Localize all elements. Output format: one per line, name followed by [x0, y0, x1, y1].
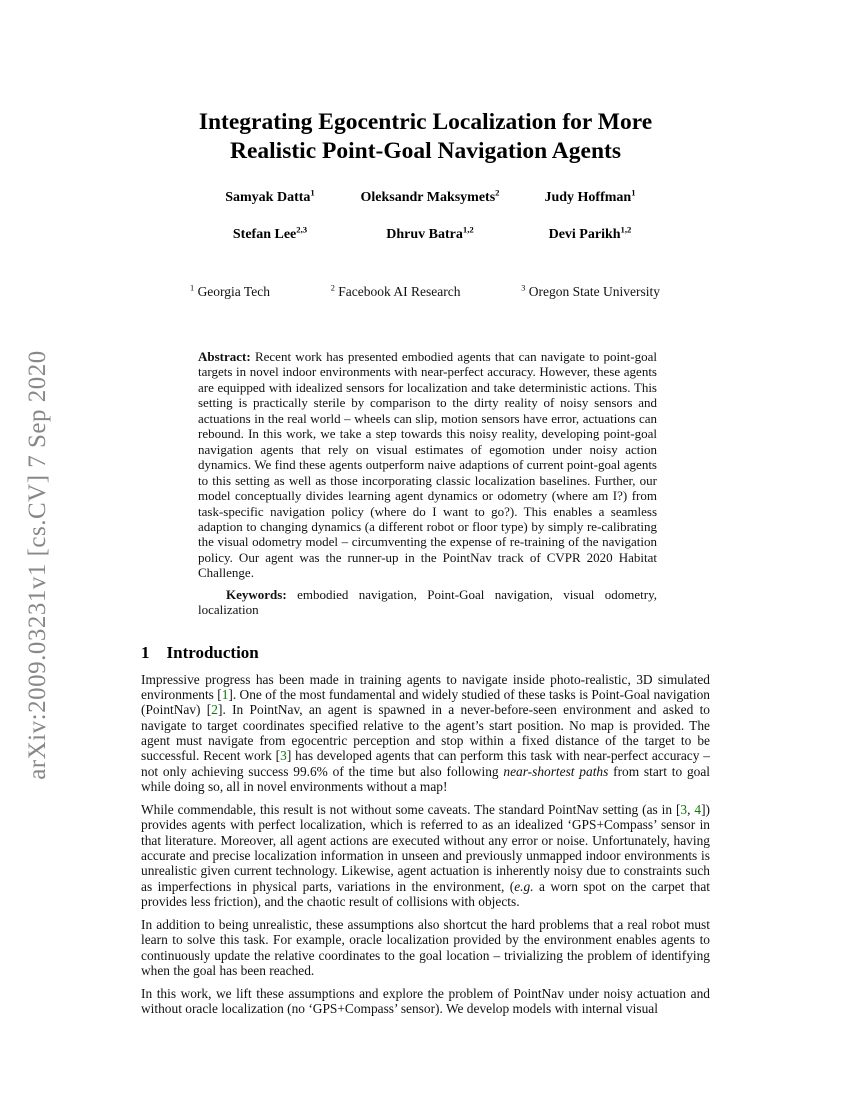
text-run: ,	[687, 801, 695, 817]
intro-paragraph-1	[141, 672, 710, 795]
section-1-heading	[141, 643, 710, 663]
emphasized-text: near-shortest paths	[503, 763, 609, 779]
affiliation-oregon-state	[521, 284, 660, 300]
text-run: ]. In PointNav, an agent is spawned in a never-before-seen environment and asked to navigate to target coordinates specified relative to the agent’s start position. No map is provided. The agent must navigate from egocentric perception and stop within a fixed distance of the target to be successful. Recent work [	[141, 702, 710, 764]
intro-paragraph-2	[141, 802, 710, 909]
paper-title-line-2: Realistic Point-Goal Navigation Agents	[230, 138, 621, 164]
text-run: In this work, we lift these assumptions and explore the problem of PointNav under noisy actuation and without oracle localization (no ‘GPS+Compass’ sensor). We develop models with internal visual	[141, 985, 710, 1017]
text-run: a worn spot on the carpet that provides less friction), and the chaotic result of collisions with objects.	[141, 878, 710, 910]
citation-link-4[interactable]: 4	[694, 801, 702, 817]
keywords-label: Keywords:	[226, 586, 287, 602]
text-run: Impressive progress has been made in training agents to navigate inside photo-realistic, 3D simulated environments [	[141, 671, 710, 703]
citation-link-1[interactable]: 1	[221, 687, 229, 703]
text-run: ]. One of the most fundamental and widely studied of these tasks is Point-Goal navigation (PointNav) [	[141, 687, 711, 718]
text-run: While commendable, this result is not without some caveats. The standard PointNav setting (as in [	[141, 801, 681, 817]
text-run: ]) provides agents with perfect localization, which is referred to as an idealized ‘GPS+Compass’ sensor in that literature. Moreover, all agent actions are executed without any error or noise. Unfortunately, having accurate and precise localization information in unseen and previously unmapped indoor environments is unrealistic given current technology. Likewise, agent actuation is inherently noisy due to constraints such as imperfections in physical parts, variations in the environment, (	[141, 801, 710, 894]
author-dhruv-batra	[350, 224, 510, 243]
emphasized-text: e.g.	[514, 878, 534, 894]
author-stefan-lee	[190, 224, 350, 243]
author-name: Judy Hoffman	[544, 190, 632, 205]
citation-link-2[interactable]: 2	[211, 702, 218, 718]
author-oleksandr-maksymets	[350, 187, 510, 206]
paper-title	[141, 108, 710, 166]
abstract	[198, 349, 657, 581]
intro-paragraph-3	[141, 917, 710, 978]
section-title: Introduction	[166, 642, 259, 662]
affiliation-georgia-tech	[190, 284, 270, 300]
author-affil-marker: 2	[495, 187, 500, 198]
section-number: 1	[141, 642, 150, 662]
affiliation-name: Oregon State University	[525, 284, 660, 299]
affiliation-marker: 1	[190, 283, 195, 293]
affiliations-block	[190, 284, 660, 300]
paper-title-line-1: Integrating Egocentric Localization for More	[198, 109, 653, 135]
author-name: Devi Parikh	[548, 227, 621, 242]
keywords-text: embodied navigation, Point-Goal navigation, visual odometry, localization	[198, 586, 657, 618]
author-samyak-datta	[190, 187, 350, 206]
author-name: Stefan Lee	[232, 227, 297, 242]
author-name: Samyak Datta	[225, 190, 311, 205]
citation-link-3[interactable]: 3	[280, 748, 287, 764]
text-run: from start to goal while doing so, all in novel environments without a map!	[141, 763, 711, 795]
text-run: In addition to being unrealistic, these assumptions also shortcut the hard problems that a real robot must learn to solve this task. For example, oracle localization provided by the environment enables agents to continuously update the relative coordinates to the goal location – trivializing the problem of identifying when the goal has been reached.	[141, 916, 710, 978]
citation-link-3[interactable]: 3	[680, 801, 688, 817]
arxiv-watermark: arXiv:2009.03231v1 [cs.CV] 7 Sep 2020	[24, 350, 51, 780]
author-name: Dhruv Batra	[386, 227, 463, 242]
keywords	[198, 587, 657, 618]
author-affil-marker: 2,3	[296, 224, 308, 235]
author-judy-hoffman	[510, 187, 670, 206]
author-affil-marker: 1,2	[462, 224, 474, 235]
affiliation-marker: 2	[330, 283, 335, 293]
author-affil-marker: 1	[631, 187, 636, 198]
author-devi-parikh	[510, 224, 670, 243]
abstract-text: Recent work has presented embodied agents that can navigate to point-goal targets in novel indoor environments with near-perfect accuracy. However, these agents are equipped with idealized sensors for localization and take deterministic actions. This setting is practically sterile by comparison to the dirty reality of noisy sensors and actuations in the real world – wheels can slip, motion sensors have error, actuations can rebound. In this work, we take a step towards this noisy reality, developing point-goal navigation agents that rely on visual estimates of egomotion under noisy action dynamics. We find these agents outperform naive adaptions of current point-goal agents to this setting as well as those incorporating classic localization baselines. Further, our model conceptually divides learning agent dynamics or odometry (where am I?) from task-specific navigation policy (where do I want to go?). This enables a seamless adaption to changing dynamics (a different robot or floor type) by simply re-calibrating the visual odometry model – circumventing the expense of re-training of the navigation policy. Our agent was the runner-up in the PointNav track of CVPR 2020 Habitat Challenge.	[198, 349, 657, 581]
author-affil-marker: 1	[310, 187, 315, 198]
author-name: Oleksandr Maksymets	[360, 190, 496, 205]
abstract-label: Abstract:	[198, 349, 251, 364]
affiliation-facebook-ai	[331, 284, 461, 300]
text-run: ] has developed agents that can perform this task with near-perfect accuracy – not only achieving success 99.6% of the time but also following	[141, 748, 710, 779]
affiliation-name: Facebook AI Research	[334, 284, 461, 299]
intro-paragraph-4	[141, 986, 710, 1017]
author-affil-marker: 1,2	[620, 224, 632, 235]
affiliation-name: Georgia Tech	[194, 284, 270, 299]
page-content-column	[141, 108, 710, 1024]
affiliation-marker: 3	[521, 283, 526, 293]
authors-block	[190, 187, 670, 243]
